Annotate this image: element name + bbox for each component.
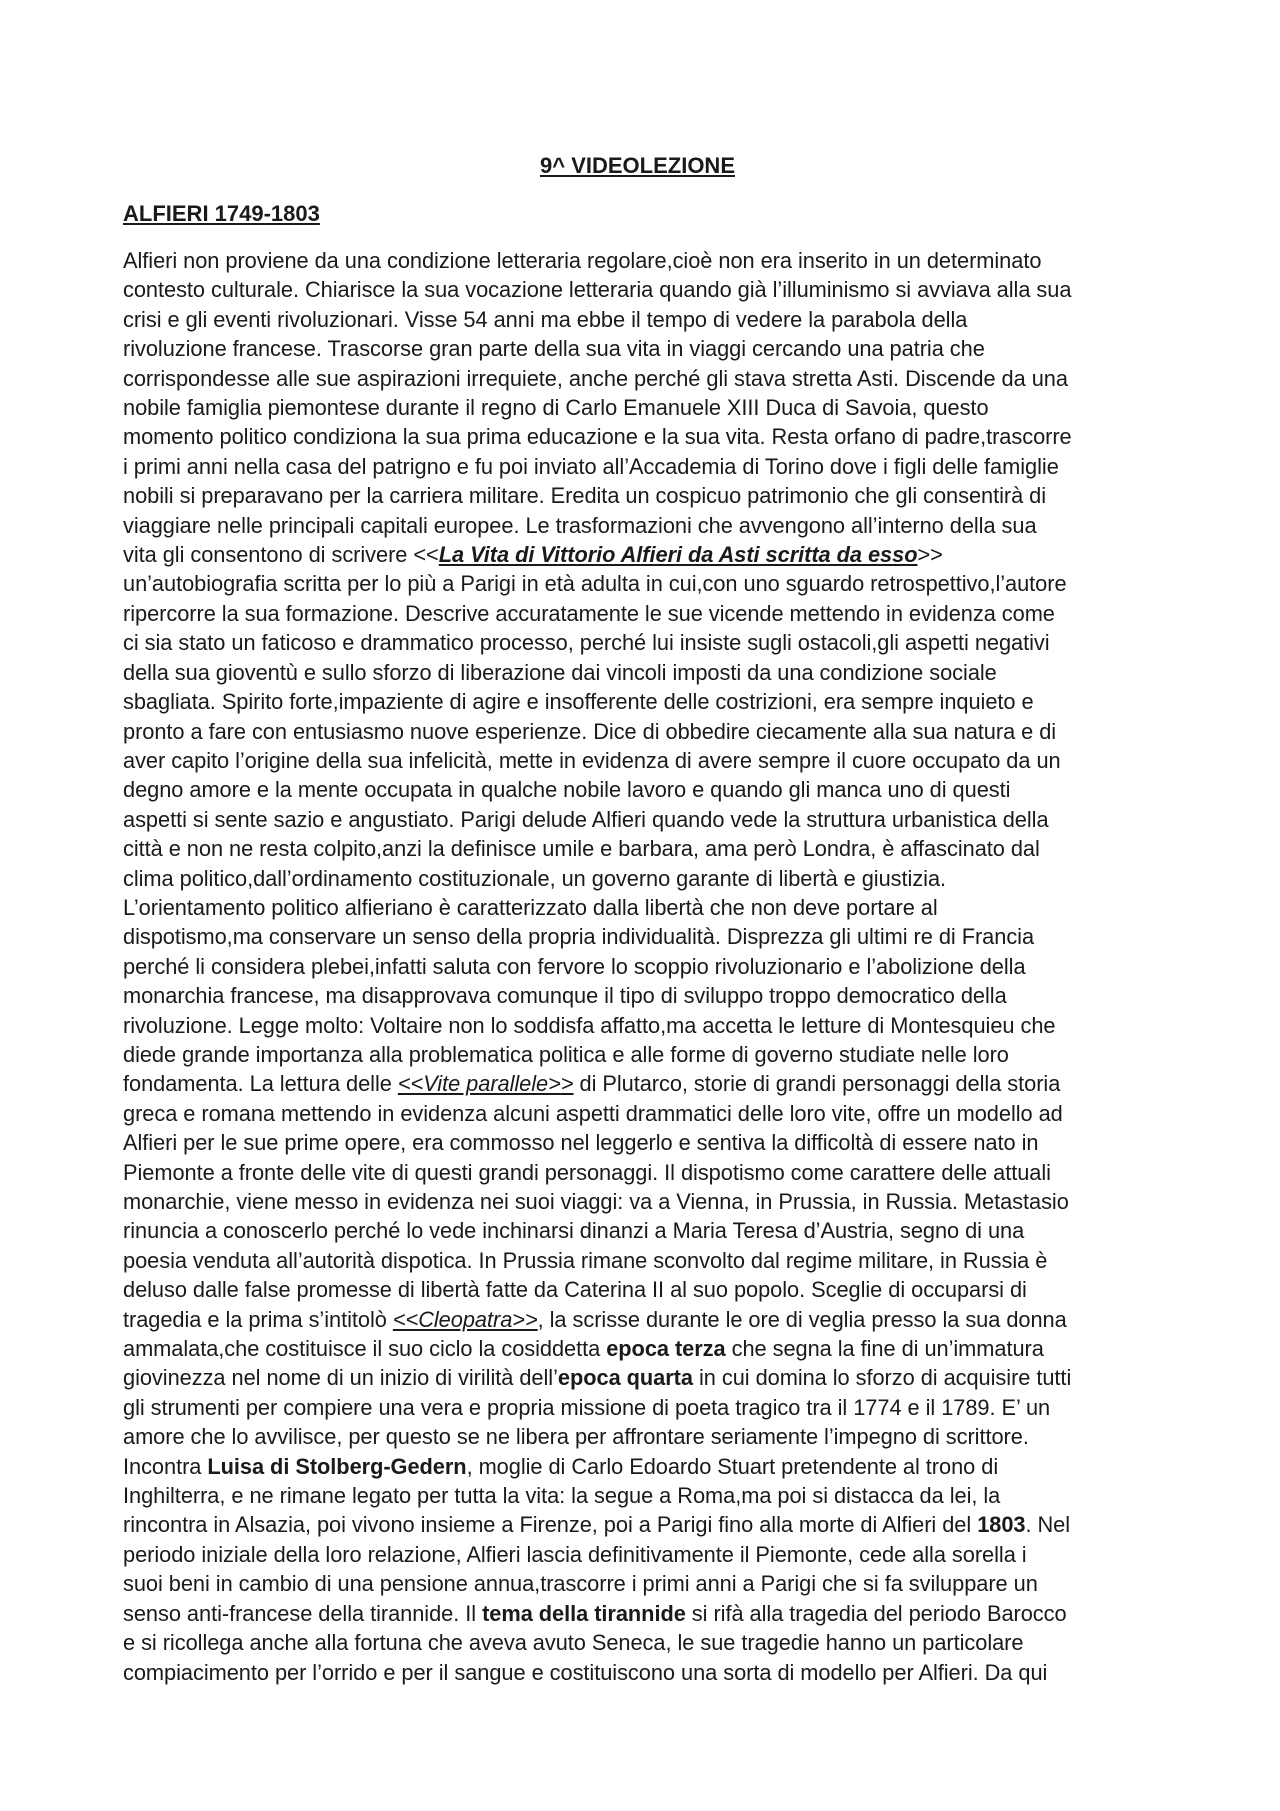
text-run: ci sia stato un faticoso e drammatico processo, perché lui insiste sugli ostacoli,gli aspetti negativi bbox=[123, 630, 1050, 656]
text-line bbox=[123, 1452, 1168, 1481]
text-line bbox=[123, 1628, 1168, 1657]
emphasized-text: epoca quarta bbox=[557, 1365, 693, 1391]
document-title: 9^ VIDEOLEZIONE bbox=[540, 153, 735, 178]
text-line bbox=[123, 981, 1168, 1010]
text-run: i primi anni nella casa del patrigno e fu poi inviato all’Accademia di Torino dove i figli delle famiglie bbox=[123, 453, 1059, 479]
text-run: corrispondesse alle sue aspirazioni irrequiete, anche perché gli stava stretta Asti. Discende da una bbox=[123, 365, 1068, 391]
text-line bbox=[123, 599, 1168, 628]
section-heading: ALFIERI 1749-1803 bbox=[123, 201, 320, 226]
text-line bbox=[123, 1158, 1168, 1187]
text-run: diede grande importanza alla problematica politica e alle forme di governo studiate nelle loro bbox=[123, 1041, 1009, 1067]
text-run: greca e romana mettendo in evidenza alcuni aspetti drammatici delle loro vite, offre un modello ad bbox=[123, 1100, 1063, 1126]
text-run: , la scrisse durante le ore di veglia presso la sua donna bbox=[537, 1306, 1067, 1332]
text-line bbox=[123, 1569, 1168, 1598]
text-line bbox=[123, 1334, 1168, 1363]
text-run: senso anti-francese della tirannide. Il bbox=[123, 1600, 483, 1626]
text-line bbox=[123, 1481, 1168, 1510]
emphasized-text: La Vita di Vittorio Alfieri da Asti scritta da esso bbox=[438, 542, 918, 568]
text-line bbox=[123, 1275, 1168, 1304]
text-line bbox=[123, 805, 1168, 834]
text-line bbox=[123, 922, 1168, 951]
text-line bbox=[123, 1187, 1168, 1216]
text-line bbox=[123, 246, 1168, 275]
text-run: perché li considera plebei,infatti saluta con fervore lo scoppio rivoluzionario e l’abolizione della bbox=[123, 953, 1026, 979]
text-line bbox=[123, 893, 1168, 922]
text-run: momento politico condiziona la sua prima educazione e la sua vita. Resta orfano di padre,trascorre bbox=[123, 424, 1072, 450]
text-line bbox=[123, 1363, 1168, 1392]
text-run: rivoluzione. Legge molto: Voltaire non lo soddisfa affatto,ma accetta le letture di Montesquieu che bbox=[123, 1012, 1056, 1038]
text-line bbox=[123, 1540, 1168, 1569]
text-line bbox=[123, 481, 1168, 510]
text-run: gli strumenti per compiere una vera e propria missione di poeta tragico tra il 1774 e il 1789. E’ un bbox=[123, 1394, 1051, 1420]
text-line bbox=[123, 452, 1168, 481]
text-run: e si ricollega anche alla fortuna che aveva avuto Seneca, le sue tragedie hanno un particolare bbox=[123, 1630, 1024, 1656]
text-run: che segna la fine di un’immatura bbox=[725, 1336, 1044, 1362]
text-run: aver capito l’origine della sua infelicità, mette in evidenza di avere sempre il cuore occupato da un bbox=[123, 747, 1061, 773]
text-line bbox=[123, 952, 1168, 981]
text-line bbox=[123, 1305, 1168, 1334]
text-run: viaggiare nelle principali capitali europee. Le trasformazioni che avvengono all’interno della sua bbox=[123, 512, 1037, 538]
emphasized-text: Luisa di Stolberg-Gedern bbox=[207, 1453, 467, 1479]
text-line bbox=[123, 1040, 1168, 1069]
text-run: in cui domina lo sforzo di acquisire tutti bbox=[692, 1365, 1072, 1391]
text-run: monarchia francese, ma disapprovava comunque il tipo di sviluppo troppo democratico della bbox=[123, 983, 1007, 1009]
text-run: poesia venduta all’autorità dispotica. In Prussia rimane sconvolto dal regime militare, in Russia è bbox=[123, 1247, 1048, 1273]
text-run: amore che lo avvilisce, per questo se ne libera per affrontare seriamente l’impegno di scrittore. bbox=[123, 1424, 1029, 1450]
text-line bbox=[123, 1422, 1168, 1451]
text-line bbox=[123, 511, 1168, 540]
text-line bbox=[123, 305, 1168, 334]
emphasized-text: tema della tirannide bbox=[482, 1600, 686, 1626]
text-line bbox=[123, 275, 1168, 304]
text-run: pronto a fare con entusiasmo nuove esperienze. Dice di obbedire ciecamente alla sua natura e di bbox=[123, 718, 1057, 744]
text-run: L’orientamento politico alfieriano è caratterizzato dalla libertà che non deve portare al bbox=[123, 894, 938, 920]
text-line bbox=[123, 1216, 1168, 1245]
text-run: Alfieri per le sue prime opere, era commosso nel leggerlo e sentiva la difficoltà di essere nato in bbox=[123, 1130, 1039, 1156]
text-line bbox=[123, 1011, 1168, 1040]
text-run: rincontra in Alsazia, poi vivono insieme a Firenze, poi a Parigi fino alla morte di Alfieri del bbox=[123, 1512, 978, 1538]
text-run: periodo iniziale della loro relazione, Alfieri lascia definitivamente il Piemonte, cede alla sorella i bbox=[123, 1541, 1027, 1567]
text-line bbox=[123, 864, 1168, 893]
text-run: di Plutarco, storie di grandi personaggi della storia bbox=[573, 1071, 1061, 1097]
text-line bbox=[123, 1599, 1168, 1628]
text-run: suoi beni in cambio di una pensione annua,trascorre i primi anni a Parigi che si fa sviluppare un bbox=[123, 1571, 1038, 1597]
text-line bbox=[123, 1099, 1168, 1128]
text-line bbox=[123, 1246, 1168, 1275]
text-run: un’autobiografia scritta per lo più a Parigi in età adulta in cui,con uno sguardo retrospettivo,l’autore bbox=[123, 571, 1067, 597]
text-run: >> bbox=[917, 542, 943, 568]
text-line bbox=[123, 687, 1168, 716]
text-run: ripercorre la sua formazione. Descrive accuratamente le sue vicende mettendo in evidenza come bbox=[123, 600, 1055, 626]
text-line bbox=[123, 658, 1168, 687]
text-line bbox=[123, 334, 1168, 363]
body-paragraph bbox=[123, 246, 1168, 1687]
text-line bbox=[123, 569, 1168, 598]
text-run: Alfieri non proviene da una condizione letteraria regolare,cioè non era inserito in un determinato bbox=[123, 248, 1042, 273]
emphasized-text: <<Vite parallele>> bbox=[397, 1071, 574, 1097]
text-line bbox=[123, 1658, 1168, 1687]
text-line bbox=[123, 364, 1168, 393]
text-run: vita gli consentono di scrivere << bbox=[123, 542, 439, 568]
text-run: Incontra bbox=[123, 1453, 208, 1479]
text-line bbox=[123, 422, 1168, 451]
text-line bbox=[123, 746, 1168, 775]
text-line bbox=[123, 1393, 1168, 1422]
text-run: clima politico,dall’ordinamento costituzionale, un governo garante di libertà e giustizia. bbox=[123, 865, 947, 891]
text-run: rivoluzione francese. Trascorse gran parte della sua vita in viaggi cercando una patria che bbox=[123, 336, 985, 362]
text-line bbox=[123, 1510, 1168, 1539]
text-line bbox=[123, 540, 1168, 569]
text-run: rinuncia a conoscerlo perché lo vede inchinarsi dinanzi a Maria Teresa d’Austria, segno di una bbox=[123, 1218, 1025, 1244]
text-line bbox=[123, 1069, 1168, 1098]
text-run: , moglie di Carlo Edoardo Stuart pretendente al trono di bbox=[466, 1453, 999, 1479]
text-line bbox=[123, 717, 1168, 746]
emphasized-text: <<Cleopatra>> bbox=[392, 1306, 538, 1332]
text-run: città e non ne resta colpito,anzi la definisce umile e barbara, ama però Londra, è affascinato dal bbox=[123, 836, 1040, 862]
text-run: contesto culturale. Chiarisce la sua vocazione letteraria quando già l’illuminismo si avviava alla sua bbox=[123, 277, 1072, 303]
text-run: crisi e gli eventi rivoluzionari. Visse 54 anni ma ebbe il tempo di vedere la parabola della bbox=[123, 306, 968, 332]
text-run: monarchie, viene messo in evidenza nei suoi viaggi: va a Vienna, in Prussia, in Russia. Metastasio bbox=[123, 1189, 1069, 1214]
text-line bbox=[123, 1128, 1168, 1157]
emphasized-text: epoca terza bbox=[606, 1336, 726, 1362]
text-run: sbagliata. Spirito forte,impaziente di agire e insofferente delle costrizioni, era sempre inquieto e bbox=[123, 689, 1034, 715]
text-line bbox=[123, 775, 1168, 804]
emphasized-text: 1803 bbox=[977, 1512, 1026, 1538]
text-run: giovinezza nel nome di un inizio di virilità dell’ bbox=[123, 1365, 558, 1391]
text-line bbox=[123, 628, 1168, 657]
text-run: nobili si preparavano per la carriera militare. Eredita un cospicuo patrimonio che gli consentirà di bbox=[123, 483, 1047, 509]
text-run: si rifà alla tragedia del periodo Barocco bbox=[685, 1600, 1067, 1626]
text-run: della sua gioventù e sullo sforzo di liberazione dai vincoli imposti da una condizione sociale bbox=[123, 659, 997, 685]
text-run: degno amore e la mente occupata in qualche nobile lavoro e quando gli manca uno di questi bbox=[123, 777, 1011, 803]
text-run: Piemonte a fronte delle vite di questi grandi personaggi. Il dispotismo come carattere delle attuali bbox=[123, 1159, 1051, 1185]
text-run: aspetti si sente sazio e angustiato. Parigi delude Alfieri quando vede la struttura urbanistica della bbox=[123, 806, 1049, 832]
text-run: Inghilterra, e ne rimane legato per tutta la vita: la segue a Roma,ma poi si distacca da lei, la bbox=[123, 1483, 1001, 1509]
text-line bbox=[123, 834, 1168, 863]
text-run: ammalata,che costituisce il suo ciclo la cosiddetta bbox=[123, 1336, 607, 1362]
text-run: dispotismo,ma conservare un senso della propria individualità. Disprezza gli ultimi re di Francia bbox=[123, 924, 1035, 950]
text-run: fondamenta. La lettura delle bbox=[123, 1071, 398, 1097]
text-run: compiacimento per l’orrido e per il sangue e costituiscono una sorta di modello per Alfieri. Da qui bbox=[123, 1659, 1048, 1685]
text-line bbox=[123, 393, 1168, 422]
text-run: nobile famiglia piemontese durante il regno di Carlo Emanuele XIII Duca di Savoia, questo bbox=[123, 395, 989, 421]
text-run: deluso dalle false promesse di libertà fatte da Caterina II al suo popolo. Sceglie di occuparsi di bbox=[123, 1277, 1027, 1303]
text-run: tragedia e la prima s’intitolò bbox=[123, 1306, 393, 1332]
text-run: . Nel bbox=[1025, 1512, 1071, 1538]
